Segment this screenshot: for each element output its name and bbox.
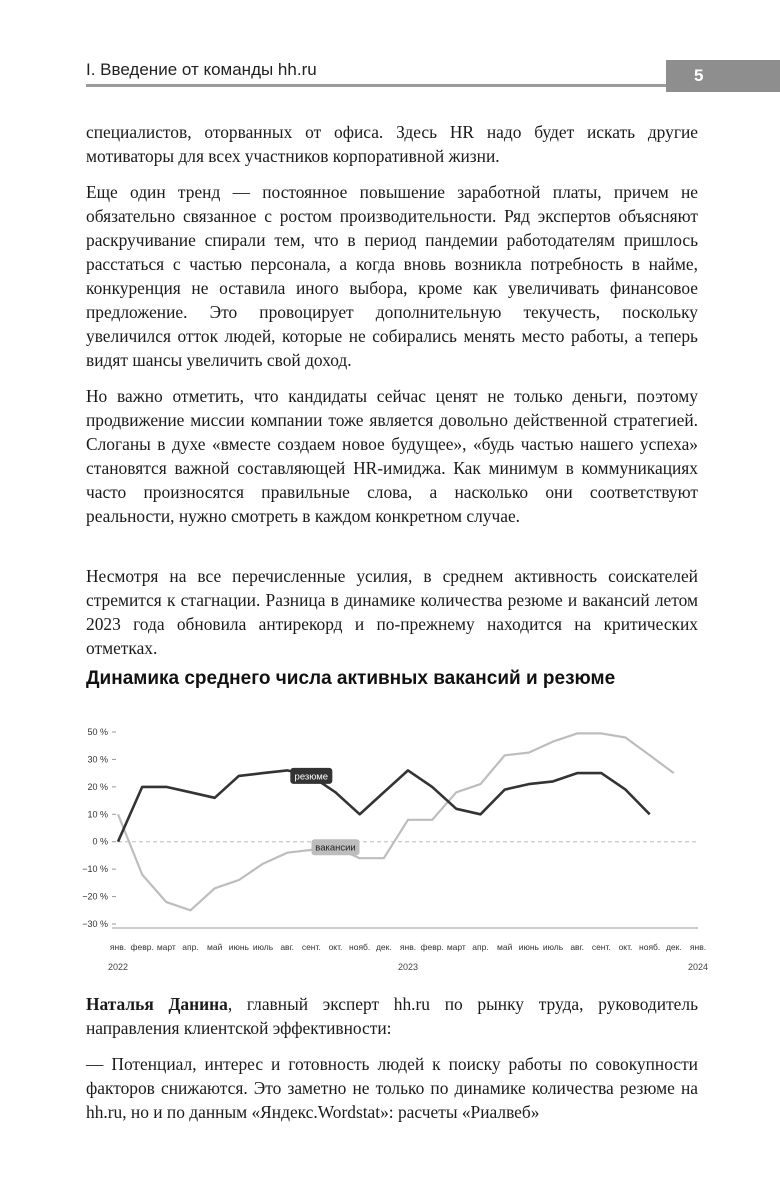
speaker-name: Наталья Данина [86,994,228,1014]
x-tick-label: янв. [109,942,127,952]
x-tick-label: апр. [182,942,199,952]
x-tick-label: окт. [618,942,633,952]
x-tick-label: нояб. [639,942,661,952]
x-tick-label: февр. [420,942,444,952]
series-line-1 [118,733,674,910]
x-tick-label: май [497,942,513,952]
series-line-0 [118,770,650,841]
paragraph-3: Но важно отметить, что кандидаты сейчас ценят не только деньги, поэтому продвижение миссии компании тоже является довольно действенной стратегией. Слоганы в духе «вместе создаем новое будущее», «будь частью нашего успеха» становятся важной составляющей HR-имиджа. Как минимум в коммуникациях часто произносятся правильные слова, а насколько они соответствуют реальности, нужно смотреть в каждом конкретном случае. [86,386,698,526]
x-tick-label: авг. [570,942,585,952]
x-tick-label: сент. [591,942,611,952]
x-tick-label: июль [542,942,564,952]
x-tick-label: авг. [280,942,295,952]
x-tick-label: июль [252,942,274,952]
line-chart [60,708,710,978]
year-label: 2022 [107,962,129,972]
x-tick-label: сент. [301,942,321,952]
x-tick-label: март [156,942,176,952]
x-tick-label: апр. [472,942,489,952]
x-tick-label: нояб. [349,942,371,952]
y-tick-label: −20 % [82,891,108,902]
year-label: 2023 [397,962,419,972]
paragraph-4: Несмотря на все перечисленные усилия, в среднем активность соискателей стремится к стагнации. Разница в динамике количества резюме и вакансий летом 2023 года обновила антирекорд и по-прежнему находится на критических отметках. [86,566,698,658]
series-label: вакансии [315,842,356,854]
y-tick-label: 0 % [92,836,108,847]
x-tick-label: июнь [228,942,249,952]
x-tick-label: июнь [518,942,539,952]
quote-attribution [86,992,698,1040]
year-label: 2024 [687,962,709,972]
paragraph-1: специалистов, оторванных от офиса. Здесь HR надо будет искать другие мотиваторы для всех участников корпоративной жизни. [86,122,698,166]
x-tick-label: дек. [375,942,392,952]
y-tick-label: 30 % [87,754,108,765]
y-tick-label: 50 % [87,727,108,737]
x-tick-label: март [446,942,466,952]
y-tick-label: 10 % [87,809,108,820]
y-tick-label: −10 % [82,864,108,875]
x-tick-label: янв. [689,942,707,952]
paragraph-2: Еще один тренд — постоянное повышение заработной платы, причем не обязательно связанное с ростом производительности. Ряд экспертов объясняют раскручивание спирали тем, что в период пандемии работодателям пришлось расстаться с частью персонала, а когда вновь возникла потребность в найме, конкуренция не оставила иного выбора, кроме как увеличивать финансовое предложение. Это провоцирует дополнительную текучесть, поскольку увеличился отток людей, которые не собирались менять место работы, а теперь видят шансы увеличить свой доход. [86,182,698,370]
y-tick-label: −30 % [82,919,108,929]
x-tick-label: дек. [665,942,682,952]
speaker-role: , главный эксперт hh.ru по рынку труда, руководитель направления клиентской эффективности: [86,994,698,1038]
chapter-title: I. Введение от команды hh.ru [86,60,317,79]
x-tick-label: окт. [328,942,343,952]
y-tick-label: 20 % [87,781,108,792]
x-tick-label: янв. [399,942,417,952]
header-rule [86,84,686,87]
x-tick-label: февр. [130,942,154,952]
series-label: резюме [294,771,329,783]
x-tick-label: май [207,942,223,952]
chart-title: Динамика среднего числа активных вакансий и резюме [86,668,616,689]
page-number: 5 [666,60,780,92]
quote-text: — Потенциал, интерес и готовность людей к поиску работы по совокупности факторов снижаются. Это заметно не только по динамике количества резюме на hh.ru, но и по данным «Яндекс.Wordstat»: расчеты «Риалвеб» [86,1054,698,1122]
